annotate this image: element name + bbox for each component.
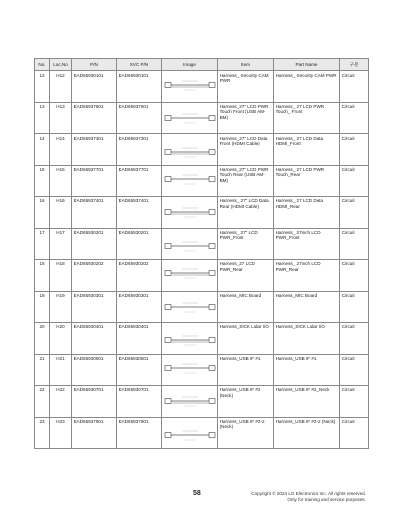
harness-image — [162, 417, 218, 448]
row-category: Circuit — [340, 323, 369, 354]
row-part-name: Harness_ 27 LCD Data HDMI_Rear — [274, 197, 340, 228]
table-row — [35, 197, 369, 228]
row-loc-no: H21 — [50, 354, 72, 385]
row-pn: EAD65930701 — [72, 386, 117, 417]
row-pn: EAD65930501 — [72, 354, 117, 385]
row-pn: EAD65930301 — [72, 291, 117, 322]
row-item: Harness_27 LCD PWR_Rear — [218, 260, 274, 291]
row-svc-pn: EAD65937301 — [117, 134, 162, 165]
header-no: No. — [35, 59, 50, 71]
row-no: 15 — [35, 165, 50, 196]
row-no: 19 — [35, 291, 50, 322]
row-item: Harness_USB IF #2 (Neck) — [218, 386, 274, 417]
copyright-notice — [251, 491, 366, 502]
table-row — [35, 71, 369, 102]
row-loc-no: H15 — [50, 165, 72, 196]
row-pn: EAD65930101 — [72, 71, 117, 102]
row-item: Harness_27" LCD Data Front (HDMI Cable) — [218, 134, 274, 165]
row-item: Harness_USB IF #1 — [218, 354, 274, 385]
copyright-line: Copyright © 2024 LG Electronics Inc. All rights reserved. — [251, 491, 366, 496]
parts-table — [34, 58, 369, 449]
row-no: 13 — [35, 102, 50, 133]
header-part-name: Part Name — [274, 59, 340, 71]
harness-image — [162, 197, 218, 228]
row-no: 14 — [35, 134, 50, 165]
row-pn: EAD65930201 — [72, 228, 117, 259]
row-loc-no: H19 — [50, 291, 72, 322]
row-category: Circuit — [340, 291, 369, 322]
harness-drawing — [162, 137, 218, 163]
harness-drawing — [162, 388, 218, 414]
harness-drawing — [162, 325, 218, 351]
table-row — [35, 386, 369, 417]
row-item: Harness_USB IF #2-2 (Neck) — [218, 417, 274, 448]
row-category: Circuit — [340, 354, 369, 385]
row-part-name: Harness_USB IF #2-2 (Neck) — [274, 417, 340, 448]
row-pn: EAD65930401 — [72, 323, 117, 354]
row-loc-no: H13 — [50, 102, 72, 133]
row-svc-pn: EAD65937601 — [117, 102, 162, 133]
row-loc-no: H18 — [50, 260, 72, 291]
row-loc-no: H22 — [50, 386, 72, 417]
harness-image — [162, 354, 218, 385]
header-image: Image — [162, 59, 218, 71]
header-item: Item — [218, 59, 274, 71]
row-no: 23 — [35, 417, 50, 448]
harness-image — [162, 228, 218, 259]
harness-drawing — [162, 231, 218, 257]
row-category: Circuit — [340, 71, 369, 102]
row-svc-pn: EAD65930401 — [117, 323, 162, 354]
table-row — [35, 165, 369, 196]
row-part-name: Harness_ 27 LCD PWR Touch_Rear — [274, 165, 340, 196]
row-no: 12 — [35, 71, 50, 102]
harness-image — [162, 291, 218, 322]
row-pn: EAD65937901 — [72, 417, 117, 448]
harness-drawing — [162, 262, 218, 288]
row-pn: EAD65930202 — [72, 260, 117, 291]
row-item: Harness_ 27" LCD Data Rear (HDMI Cable) — [218, 197, 274, 228]
row-svc-pn: EAD65937401 — [117, 197, 162, 228]
header-loc-no: Loc.No — [50, 59, 72, 71]
table-row — [35, 291, 369, 322]
row-loc-no: H16 — [50, 197, 72, 228]
row-pn: EAD65937701 — [72, 165, 117, 196]
row-loc-no: H14 — [50, 134, 72, 165]
harness-drawing — [162, 168, 218, 194]
row-part-name: Harness_USB IF #2_Neck — [274, 386, 340, 417]
harness-drawing — [162, 199, 218, 225]
row-category: Circuit — [340, 417, 369, 448]
harness-image — [162, 102, 218, 133]
row-no: 16 — [35, 197, 50, 228]
row-category: Circuit — [340, 260, 369, 291]
row-category: Circuit — [340, 228, 369, 259]
harness-image — [162, 165, 218, 196]
row-no: 17 — [35, 228, 50, 259]
row-loc-no: H17 — [50, 228, 72, 259]
harness-drawing — [162, 420, 218, 446]
harness-image — [162, 386, 218, 417]
row-item: Harness_ Security CAM PWR — [218, 71, 274, 102]
row-pn: EAD65937301 — [72, 134, 117, 165]
row-part-name: Harness_SICK Lidar I/O — [274, 323, 340, 354]
row-svc-pn: EAD65930202 — [117, 260, 162, 291]
row-loc-no: H23 — [50, 417, 72, 448]
row-category: Circuit — [340, 102, 369, 133]
row-pn: EAD65937401 — [72, 197, 117, 228]
row-part-name: Harness_MIC Board — [274, 291, 340, 322]
harness-image — [162, 323, 218, 354]
row-no: 21 — [35, 354, 50, 385]
harness-drawing — [162, 357, 218, 383]
row-part-name: Harness_ 27 LCD PWR Touch_ Front — [274, 102, 340, 133]
row-part-name: Harness_USB IF #1 — [274, 354, 340, 385]
row-item: Harness_ 27" LCD PWR_Front — [218, 228, 274, 259]
row-svc-pn: EAD65937701 — [117, 165, 162, 196]
row-loc-no: H20 — [50, 323, 72, 354]
table-row — [35, 102, 369, 133]
row-svc-pn: EAD65930101 — [117, 71, 162, 102]
usage-note: Only for training and service purposes. — [287, 496, 366, 502]
row-item: Harness_SICK Lidar I/O — [218, 323, 274, 354]
table-row — [35, 323, 369, 354]
table-row — [35, 228, 369, 259]
row-part-name: Harness_ 27 LCD Data HDMI_Front — [274, 134, 340, 165]
row-category: Circuit — [340, 197, 369, 228]
row-no: 18 — [35, 260, 50, 291]
row-svc-pn: EAD65930501 — [117, 354, 162, 385]
row-no: 22 — [35, 386, 50, 417]
harness-drawing — [162, 294, 218, 320]
row-part-name: Harness_ Security CAM PWR — [274, 71, 340, 102]
row-item: Harness_27" LCD PWR Touch Rear (USB AM-BM) — [218, 165, 274, 196]
row-pn: EAD65937601 — [72, 102, 117, 133]
row-item: Harness_MIC Board — [218, 291, 274, 322]
row-svc-pn: EAD65930701 — [117, 386, 162, 417]
row-part-name: Harness_ 27inch LCD PWR_Rear — [274, 260, 340, 291]
row-category: Circuit — [340, 165, 369, 196]
header-svc-pn: SVC P/N — [117, 59, 162, 71]
row-item: Harness_27" LCD PWR Touch Front (USB AM-BM) — [218, 102, 274, 133]
header-pn: P/N — [72, 59, 117, 71]
harness-drawing — [162, 105, 218, 131]
row-svc-pn: EAD65930201 — [117, 228, 162, 259]
table-header-row — [35, 59, 369, 71]
row-loc-no: H12 — [50, 71, 72, 102]
table-row — [35, 354, 369, 385]
harness-drawing — [162, 74, 218, 100]
harness-image — [162, 260, 218, 291]
page-number: 58 — [193, 490, 201, 497]
row-category: Circuit — [340, 386, 369, 417]
harness-image — [162, 71, 218, 102]
row-category: Circuit — [340, 134, 369, 165]
row-svc-pn: EAD65930301 — [117, 291, 162, 322]
row-no: 20 — [35, 323, 50, 354]
header-category: 구분 — [340, 59, 369, 71]
row-part-name: Harness_ 27inch LCD PWR_Front — [274, 228, 340, 259]
table-row — [35, 260, 369, 291]
table-row — [35, 417, 369, 448]
table-row — [35, 134, 369, 165]
row-svc-pn: EAD65937901 — [117, 417, 162, 448]
harness-image — [162, 134, 218, 165]
